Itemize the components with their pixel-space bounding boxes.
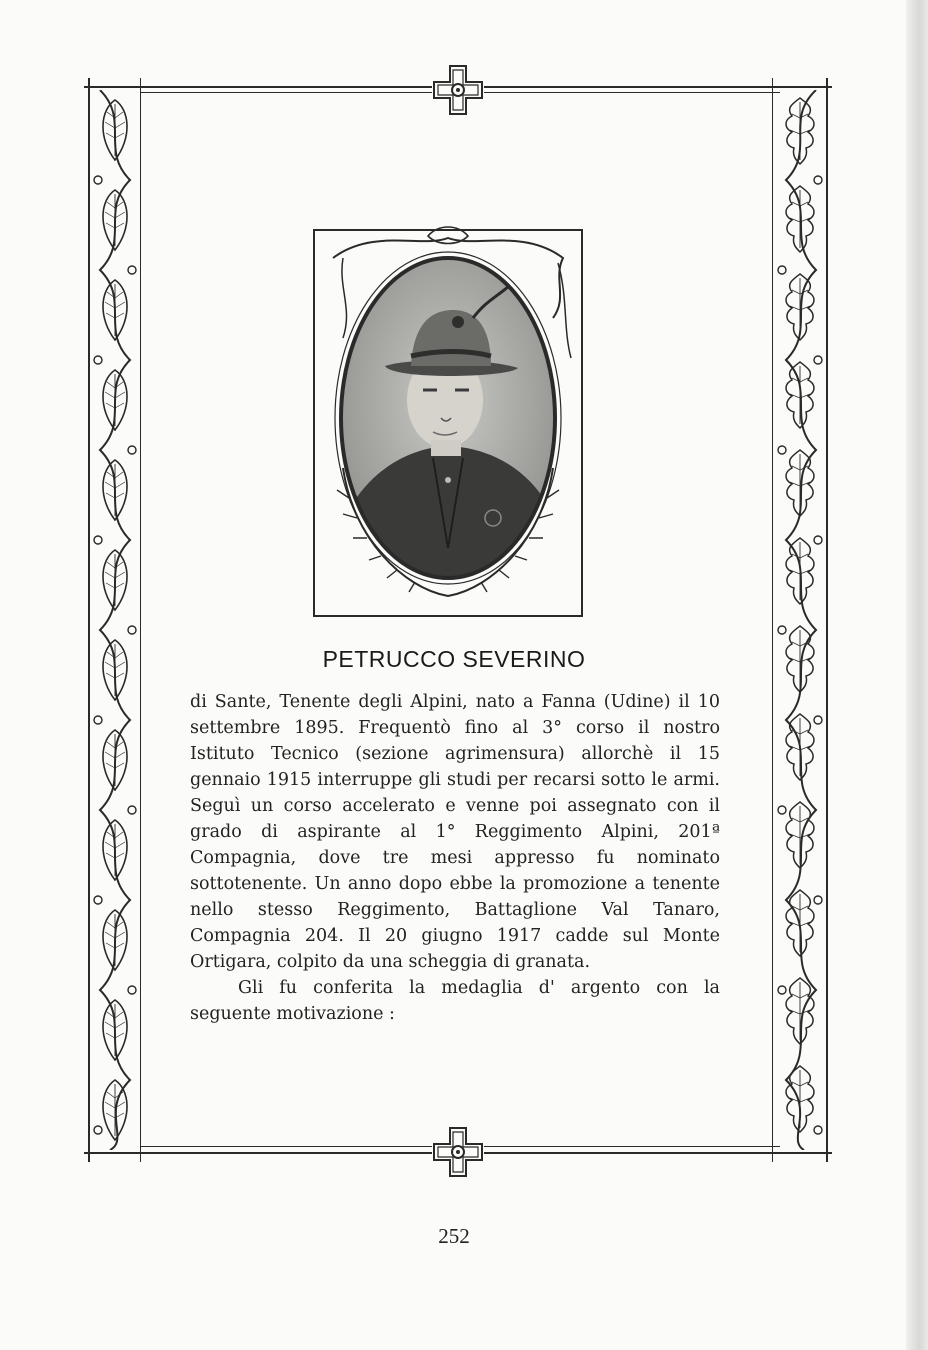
biography-paragraph-2: Gli fu conferita la medaglia d' argento con la seguente motivazione : [190, 978, 720, 1024]
frame-right-outer [826, 78, 828, 1162]
leaf-vine-border-left [90, 90, 140, 1150]
cross-medallion-icon-top [432, 64, 484, 116]
book-spine-shadow [906, 0, 928, 1350]
person-name-heading: PETRUCCO SEVERINO [322, 646, 586, 672]
page-number: 252 [438, 1224, 470, 1248]
cross-medallion-icon-bottom [432, 1126, 484, 1178]
portrait-frame [313, 218, 583, 618]
frame-right-inner [772, 78, 773, 1162]
biography-paragraph-1: di Sante, Tenente degli Alpini, nato a Fanna (Udine) il 10 settembre 1895. Frequentò fino al 3° corso il nostro Istituto Tecnico (sezione agrimensura) allorchè il 15 gennaio 1915 interruppe gli studi per recarsi sotto le armi. Seguì un corso accelerato e venne poi assegnato con il grado di aspirante al 1° Reggimento Alpini, 201ª Compagnia, dove tre mesi appresso fu nominato sottotenente. Un anno dopo ebbe la promozione a tenente nello stesso Reggimento, Battaglione Val Tanaro, Compagnia 204. Il 20 giugno 1917 cadde sul Monte Ortigara, colpito da una scheggia di granata. [190, 692, 720, 972]
biography-text [190, 689, 720, 1027]
leaf-vine-border-right [774, 90, 826, 1150]
frame-left-inner [140, 78, 141, 1162]
